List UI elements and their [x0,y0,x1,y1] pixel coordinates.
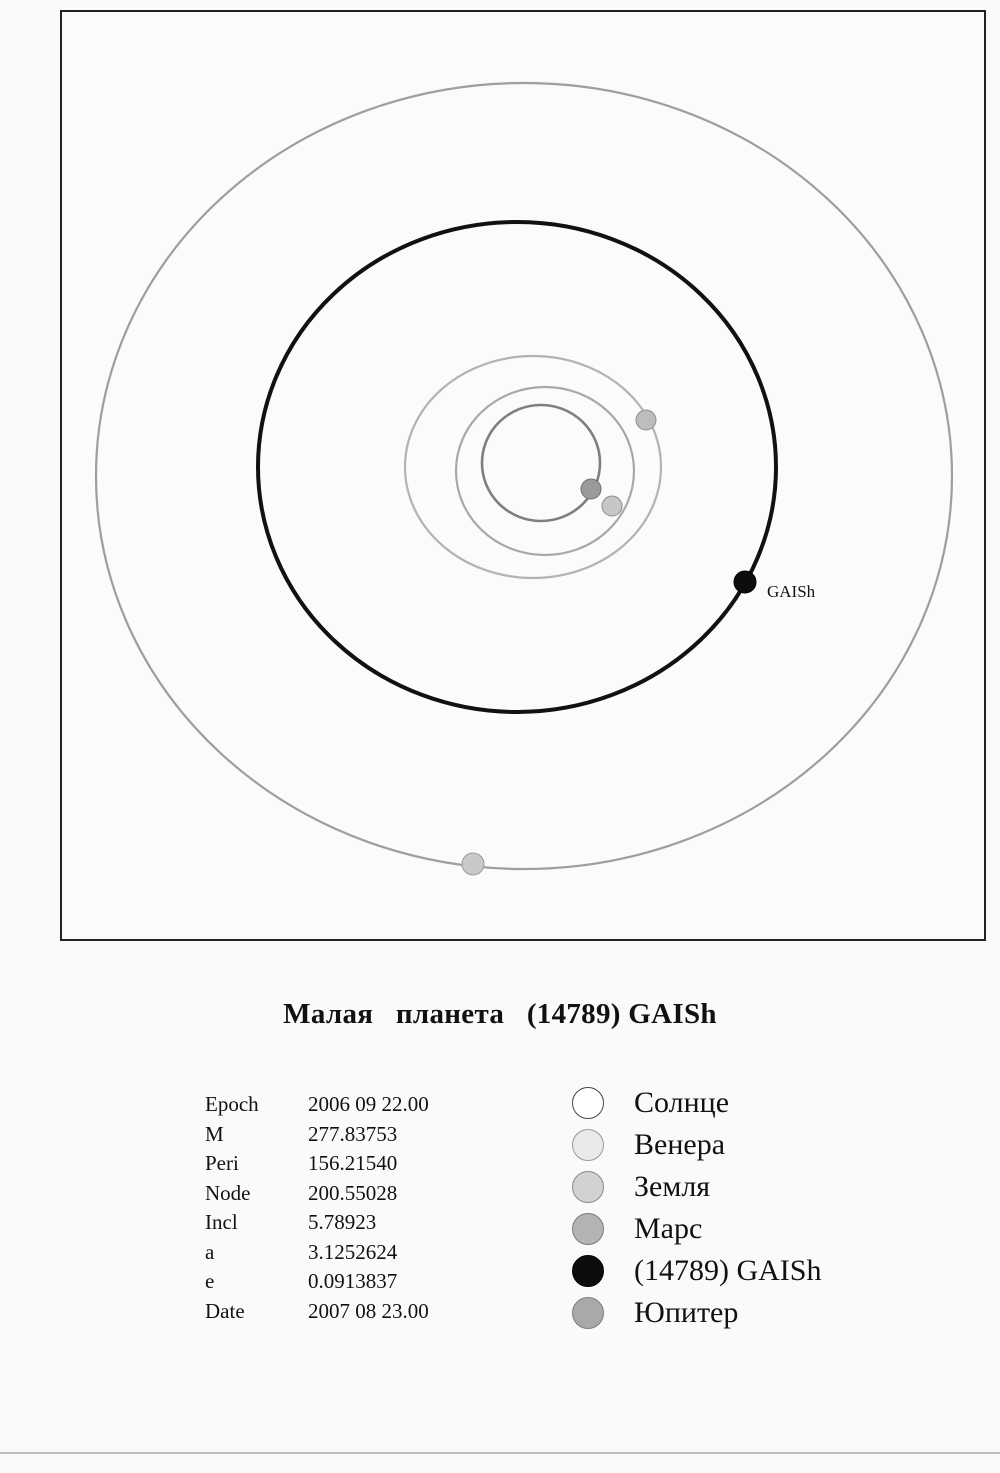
element-value: 277.83753 [308,1121,398,1146]
element-row [205,1090,429,1120]
element-key: Incl [205,1210,238,1235]
element-key: Node [205,1180,251,1205]
orbit-gaish [258,222,776,712]
element-key: Peri [205,1151,239,1176]
legend-swatch-icon [572,1087,604,1119]
legend-item [572,1166,822,1208]
element-row [205,1208,429,1238]
legend-item [572,1250,822,1292]
legend-label: Венера [634,1128,726,1161]
legend-item [572,1292,822,1334]
bottom-rule [0,1452,1000,1454]
legend-item [572,1208,822,1250]
gaish-label: GAISh [767,582,816,601]
element-key: a [205,1239,215,1264]
element-row [205,1297,429,1327]
element-row [205,1179,429,1209]
page-title: Малая планета (14789) GAISh [283,998,717,1030]
element-value: 2006 09 22.00 [308,1092,429,1117]
element-key: Epoch [205,1092,259,1117]
body-earth [602,496,622,516]
legend-swatch-icon [572,1297,604,1329]
body-jupiter [462,853,484,875]
body-mars [636,410,656,430]
element-row [205,1238,429,1268]
element-key: e [205,1269,215,1294]
element-value: 200.55028 [308,1180,398,1205]
element-value: 5.78923 [308,1210,377,1235]
legend-swatch-icon [572,1129,604,1161]
body-gaish [734,571,756,593]
element-row [205,1120,429,1150]
legend [572,1082,822,1334]
orbit-jupiter [96,83,952,869]
legend-label: (14789) GAISh [634,1254,822,1287]
legend-swatch-icon [572,1213,604,1245]
element-value: 3.1252624 [308,1239,398,1264]
element-key: Date [205,1298,245,1323]
legend-swatch-icon [572,1255,604,1287]
legend-label: Юпитер [634,1296,739,1329]
legend-label: Марс [634,1212,703,1245]
legend-item [572,1082,822,1124]
element-value: 2007 08 23.00 [308,1298,429,1323]
orbital-elements-table [205,1090,429,1326]
legend-swatch-icon [572,1171,604,1203]
legend-label: Земля [634,1170,711,1203]
body-venus [581,479,601,499]
legend-label: Солнце [634,1086,730,1119]
orbit-mars [405,356,661,578]
orbit-venus [482,405,600,521]
legend-item [572,1124,822,1166]
element-value: 156.21540 [308,1151,398,1176]
element-key: M [205,1121,224,1146]
element-row [205,1267,429,1297]
element-row [205,1149,429,1179]
element-value: 0.0913837 [308,1269,398,1294]
